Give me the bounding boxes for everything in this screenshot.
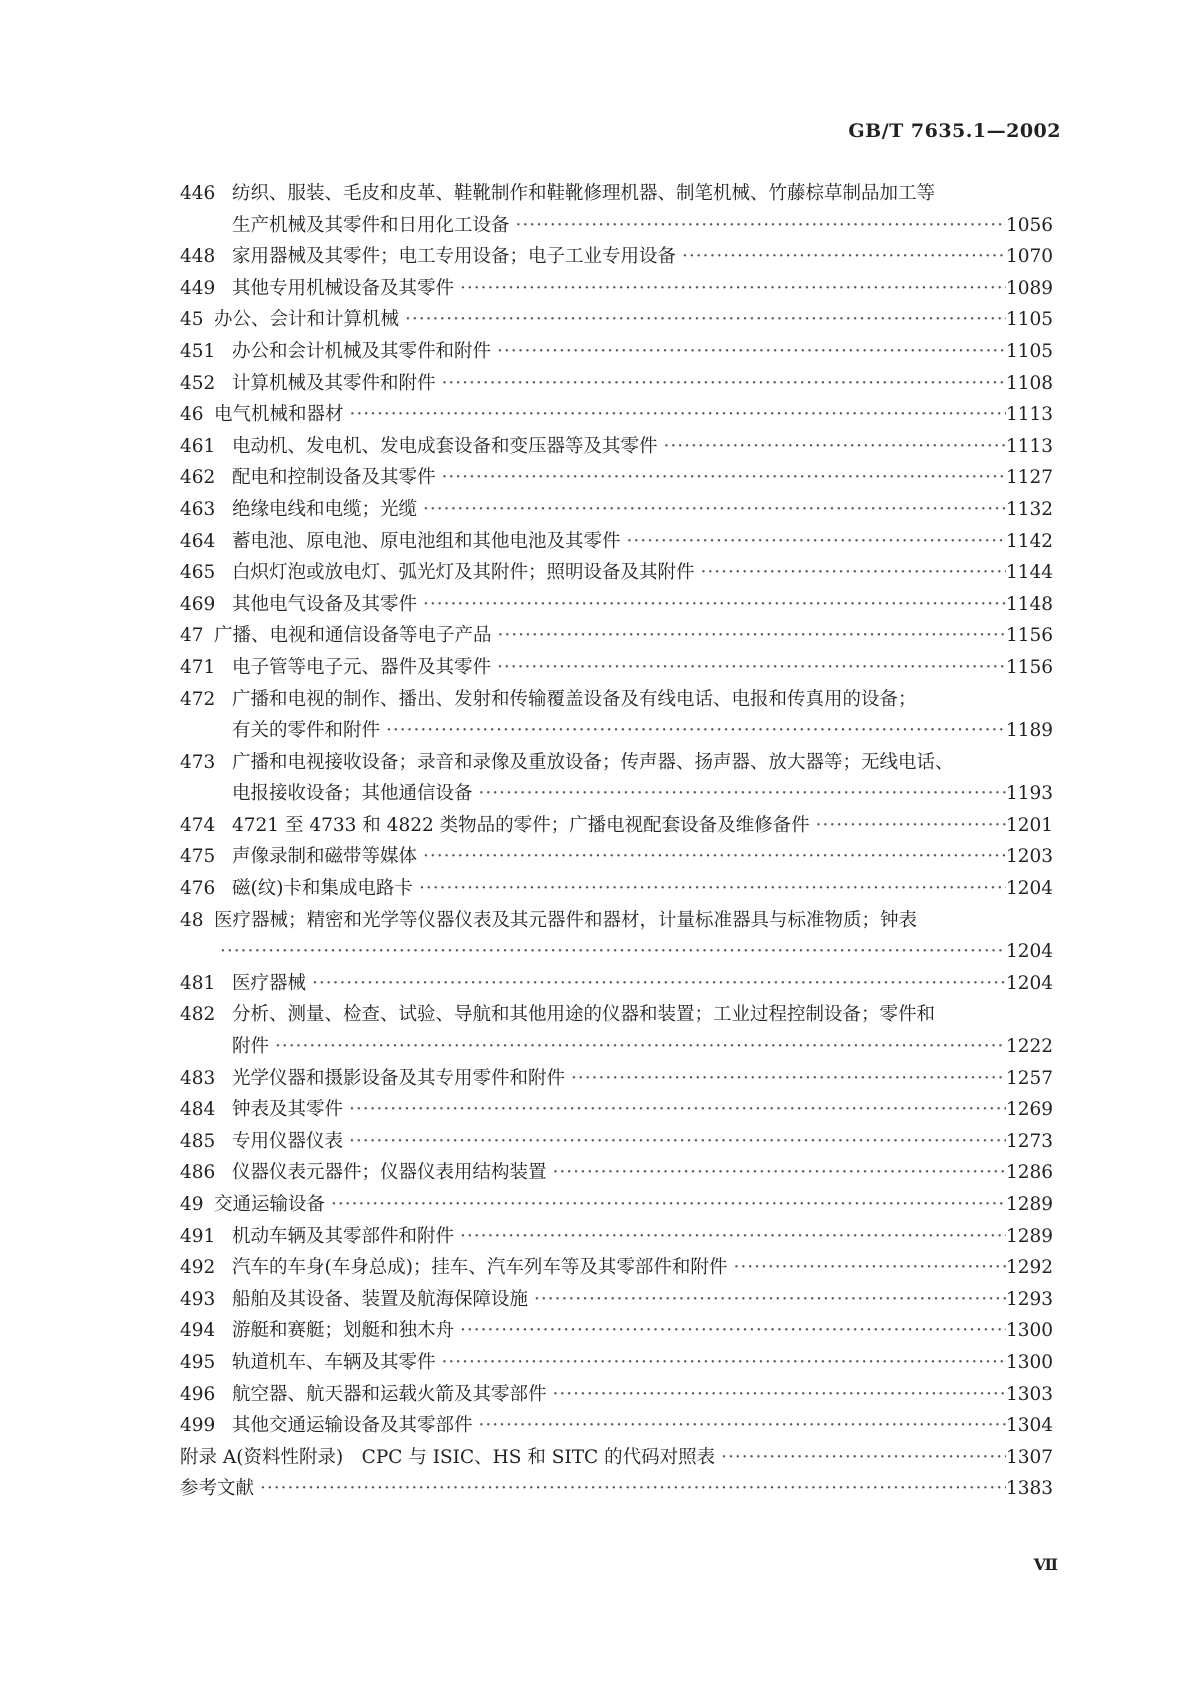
toc-entry-line bbox=[232, 715, 1054, 747]
dot-leader bbox=[269, 1031, 1006, 1063]
toc-entry[interactable] bbox=[180, 652, 1054, 684]
toc-entry-code: 48 bbox=[180, 909, 204, 931]
toc-entry-page-number[interactable]: 1222 bbox=[1006, 1036, 1054, 1058]
toc-entry-code: 473 bbox=[180, 751, 216, 773]
toc-entry[interactable] bbox=[180, 304, 1054, 336]
toc-entry-line bbox=[232, 241, 1054, 273]
toc-entry-code: 496 bbox=[180, 1383, 216, 1405]
toc-entry[interactable] bbox=[180, 494, 1054, 526]
toc-entry-code: 452 bbox=[180, 372, 216, 394]
dot-leader bbox=[399, 304, 1006, 336]
dot-leader bbox=[454, 273, 1006, 305]
toc-entry-title: 参考文献 bbox=[180, 1478, 255, 1500]
toc-entry-code: 492 bbox=[180, 1257, 216, 1279]
toc-entry-code: 482 bbox=[180, 1004, 216, 1026]
toc-entry[interactable] bbox=[180, 431, 1054, 463]
toc-entry[interactable] bbox=[180, 1126, 1054, 1158]
toc-entry-page-number[interactable]: 1056 bbox=[1006, 214, 1054, 236]
toc-entry-line bbox=[214, 1189, 1054, 1221]
toc-entry[interactable] bbox=[180, 873, 1054, 905]
toc-entry[interactable] bbox=[180, 1442, 1054, 1474]
toc-entry-title: 其他专用机械设备及其零件 bbox=[232, 277, 455, 299]
toc-entry-title: 船舶及其设备、装置及航海保障设施 bbox=[232, 1288, 529, 1310]
toc-entry-line bbox=[232, 747, 1050, 779]
toc-entry-page-number[interactable]: 1300 bbox=[1006, 1320, 1054, 1342]
toc-entry-page-number[interactable]: 1257 bbox=[1006, 1067, 1054, 1089]
dot-leader bbox=[727, 1252, 1006, 1284]
toc-entry-page-number[interactable]: 1307 bbox=[1006, 1446, 1054, 1468]
toc-entry-line bbox=[214, 304, 1054, 336]
toc-entry-title: 电报接收设备；其他通信设备 bbox=[232, 783, 473, 805]
toc-entry-page-number[interactable]: 1113 bbox=[1006, 435, 1054, 457]
toc-entry-code: 449 bbox=[180, 277, 216, 299]
toc-entry-title: 电气机械和器材 bbox=[214, 404, 344, 426]
toc-entry[interactable] bbox=[180, 1379, 1054, 1411]
toc-entry-line bbox=[232, 557, 1054, 589]
toc-entry-line bbox=[232, 968, 1054, 1000]
toc-entry-code: 476 bbox=[180, 878, 216, 900]
toc-entry-line bbox=[232, 1094, 1054, 1126]
toc-entry-page-number[interactable]: 1289 bbox=[1006, 1225, 1054, 1247]
toc-entry-title: 办公和会计机械及其零件和附件 bbox=[232, 340, 492, 362]
toc-entry-code: 448 bbox=[180, 246, 216, 268]
dot-leader bbox=[214, 936, 1006, 968]
toc-entry[interactable] bbox=[180, 747, 1054, 810]
dot-leader bbox=[454, 1315, 1006, 1347]
toc-entry-title: 白炽灯泡或放电灯、弧光灯及其附件；照明设备及其附件 bbox=[232, 562, 695, 584]
toc-entry-title: 分析、测量、检查、试验、导航和其他用途的仪器和装置；工业过程控制设备；零件和 bbox=[232, 1004, 936, 1026]
toc-entry-page-number[interactable]: 1144 bbox=[1006, 562, 1054, 584]
toc-entry-code: 465 bbox=[180, 562, 216, 584]
toc-entry-title: 计算机械及其零件和附件 bbox=[232, 372, 436, 394]
toc-entry-code: 461 bbox=[180, 435, 216, 457]
dot-leader bbox=[454, 1221, 1006, 1253]
toc-entry-title: 游艇和赛艇；划艇和独木舟 bbox=[232, 1320, 455, 1342]
toc-entry-code: 469 bbox=[180, 593, 216, 615]
toc-entry[interactable] bbox=[180, 462, 1054, 494]
toc-entry[interactable] bbox=[180, 968, 1054, 1000]
toc-entry-line bbox=[214, 399, 1054, 431]
dot-leader bbox=[676, 241, 1006, 273]
toc-entry-title: 交通运输设备 bbox=[214, 1194, 326, 1215]
toc-entry-line bbox=[232, 778, 1054, 810]
toc-entry-code: 462 bbox=[180, 467, 216, 489]
toc-entry[interactable] bbox=[180, 1315, 1054, 1347]
toc-entry-line bbox=[232, 494, 1054, 526]
toc-entry-title: 蓄电池、原电池、原电池组和其他电池及其零件 bbox=[232, 530, 621, 552]
toc-entry-title: 纺织、服装、毛皮和皮革、鞋靴制作和鞋靴修理机器、制笔机械、竹藤棕草制品加工等 bbox=[232, 183, 936, 204]
toc-entry[interactable] bbox=[180, 399, 1054, 431]
toc-entry[interactable] bbox=[180, 557, 1054, 589]
toc-entry-line bbox=[232, 999, 1050, 1031]
toc-entry-title: 专用仪器仪表 bbox=[232, 1130, 344, 1152]
toc-entry-line bbox=[232, 1252, 1054, 1284]
toc-entry-page-number[interactable]: 1105 bbox=[1006, 340, 1054, 362]
toc-entry-line bbox=[232, 1379, 1054, 1411]
toc-entry[interactable] bbox=[180, 368, 1054, 400]
toc-entry[interactable] bbox=[180, 905, 1054, 968]
toc-entry-page-number[interactable]: 1156 bbox=[1006, 625, 1054, 647]
toc-entry-code: 451 bbox=[180, 340, 216, 362]
toc-entry-title: 附录 A(资料性附录) CPC 与 ISIC、HS 和 SITC 的代码对照表 bbox=[180, 1446, 716, 1468]
toc-entry-title: 医疗器械 bbox=[232, 972, 307, 994]
toc-entry-title: 附件 bbox=[232, 1036, 270, 1058]
toc-entry-page-number[interactable]: 1089 bbox=[1006, 277, 1054, 299]
dot-leader bbox=[473, 1410, 1006, 1442]
toc-entry[interactable] bbox=[180, 1189, 1054, 1221]
toc-entry-title: 磁(纹)卡和集成电路卡 bbox=[232, 878, 413, 900]
dot-leader bbox=[436, 462, 1006, 494]
toc-entry-title: 广播、电视和通信设备等电子产品 bbox=[214, 625, 492, 647]
toc-entry-line bbox=[232, 684, 1050, 716]
dot-leader bbox=[810, 810, 1006, 842]
toc-entry-page-number[interactable]: 1142 bbox=[1006, 530, 1054, 552]
toc-entry-page-number[interactable]: 1113 bbox=[1006, 404, 1054, 426]
toc-entry-line bbox=[232, 589, 1054, 621]
dot-leader bbox=[436, 368, 1006, 400]
toc-entry-page-number[interactable]: 1148 bbox=[1006, 593, 1054, 615]
toc-entry-page-number[interactable]: 1292 bbox=[1006, 1257, 1054, 1279]
toc-entry-line bbox=[232, 368, 1054, 400]
toc-entry-code: 491 bbox=[180, 1225, 216, 1247]
dot-leader bbox=[343, 1094, 1006, 1126]
toc-entry-page-number[interactable]: 1300 bbox=[1006, 1351, 1054, 1373]
toc-entry-line bbox=[214, 905, 1050, 937]
toc-entry-code: 46 bbox=[180, 404, 204, 426]
toc-entry-code: 495 bbox=[180, 1351, 216, 1373]
toc-entry[interactable] bbox=[180, 1063, 1054, 1095]
toc-entry[interactable] bbox=[180, 178, 1054, 241]
toc-entry[interactable] bbox=[180, 1347, 1054, 1379]
toc-entry-code: 483 bbox=[180, 1067, 216, 1089]
toc-entry-code: 485 bbox=[180, 1130, 216, 1152]
dot-leader bbox=[565, 1063, 1006, 1095]
toc-entry-code: 471 bbox=[180, 656, 216, 678]
dot-leader bbox=[695, 557, 1006, 589]
dot-leader bbox=[492, 620, 1006, 652]
toc-entry[interactable] bbox=[180, 273, 1054, 305]
toc-entry-code: 499 bbox=[180, 1415, 216, 1437]
toc-entry-title: 有关的零件和附件 bbox=[232, 720, 381, 742]
toc-entry-page-number[interactable]: 1105 bbox=[1006, 309, 1054, 331]
toc-entry-title: 绝缘电线和电缆；光缆 bbox=[232, 498, 418, 520]
toc-entry-code: 494 bbox=[180, 1320, 216, 1342]
toc-entry-line bbox=[232, 1157, 1054, 1189]
dot-leader bbox=[715, 1442, 1006, 1474]
toc-entry-line bbox=[232, 273, 1054, 305]
dot-leader bbox=[510, 210, 1006, 242]
toc-entry-line bbox=[180, 1473, 1054, 1505]
toc-entry-page-number[interactable]: 1204 bbox=[1006, 972, 1054, 994]
toc-entry-title: 电动机、发电机、发电成套设备和变压器等及其零件 bbox=[232, 435, 658, 457]
toc-entry-code: 45 bbox=[180, 309, 204, 331]
toc-entry-code: 493 bbox=[180, 1288, 216, 1310]
toc-entry-page-number[interactable]: 1303 bbox=[1006, 1383, 1054, 1405]
toc-entry[interactable] bbox=[180, 589, 1054, 621]
toc-entry-line bbox=[232, 462, 1054, 494]
toc-entry-line bbox=[232, 526, 1054, 558]
toc-entry-line bbox=[232, 178, 1050, 210]
dot-leader bbox=[343, 1126, 1006, 1158]
toc-entry[interactable] bbox=[180, 999, 1054, 1062]
toc-entry-line bbox=[232, 336, 1054, 368]
toc-entry-line bbox=[232, 652, 1054, 684]
toc-entry[interactable] bbox=[180, 684, 1054, 747]
toc-entry-title: 轨道机车、车辆及其零件 bbox=[232, 1351, 436, 1373]
toc-entry-line bbox=[232, 210, 1054, 242]
toc-entry-title: 广播和电视接收设备；录音和录像及重放设备；传声器、扬声器、放大器等；无线电话、 bbox=[232, 751, 954, 773]
toc-entry-title: 航空器、航天器和运载火箭及其零部件 bbox=[232, 1383, 547, 1405]
toc-entry-page-number[interactable]: 1189 bbox=[1006, 720, 1054, 742]
toc-entry-code: 464 bbox=[180, 530, 216, 552]
toc-entry-title: 生产机械及其零件和日用化工设备 bbox=[232, 214, 510, 236]
toc-entry-code: 472 bbox=[180, 688, 216, 710]
toc-entry[interactable] bbox=[180, 1284, 1054, 1316]
toc-entry-title: 机动车辆及其零部件和附件 bbox=[232, 1225, 455, 1247]
toc-entry-line bbox=[232, 1126, 1054, 1158]
toc-entry-code: 475 bbox=[180, 846, 216, 868]
toc-entry-title: 声像录制和磁带等媒体 bbox=[232, 846, 418, 868]
toc-entry-title: 医疗器械；精密和光学等仪器仪表及其元器件和器材，计量标准器具与标准物质；钟表 bbox=[214, 909, 918, 931]
toc-entry-page-number[interactable]: 1204 bbox=[1006, 941, 1054, 963]
toc-entry-title: 钟表及其零件 bbox=[232, 1099, 344, 1121]
toc-entry-page-number[interactable]: 1193 bbox=[1006, 783, 1054, 805]
toc-entry-line bbox=[214, 620, 1054, 652]
toc-entry-title: 其他电气设备及其零件 bbox=[232, 593, 418, 615]
dot-leader bbox=[254, 1473, 1006, 1505]
toc-entry-line bbox=[232, 1410, 1054, 1442]
toc-entry-page-number[interactable]: 1269 bbox=[1006, 1099, 1054, 1121]
table-of-contents bbox=[180, 178, 1054, 1505]
toc-entry-title: 家用器械及其零件；电工专用设备；电子工业专用设备 bbox=[232, 246, 677, 268]
toc-entry-title: 办公、会计和计算机械 bbox=[214, 309, 400, 331]
toc-entry[interactable] bbox=[180, 1473, 1054, 1505]
dot-leader bbox=[528, 1284, 1006, 1316]
toc-entry[interactable] bbox=[180, 1094, 1054, 1126]
toc-entry-page-number[interactable]: 1383 bbox=[1006, 1478, 1054, 1500]
toc-entry[interactable] bbox=[180, 1410, 1054, 1442]
dot-leader bbox=[306, 968, 1006, 1000]
dot-leader bbox=[325, 1189, 1006, 1221]
dot-leader bbox=[621, 526, 1006, 558]
toc-entry[interactable] bbox=[180, 1221, 1054, 1253]
toc-entry[interactable] bbox=[180, 841, 1054, 873]
toc-entry-page-number[interactable]: 1132 bbox=[1006, 498, 1054, 520]
dot-leader bbox=[658, 431, 1006, 463]
page-folio: Ⅶ bbox=[1033, 1555, 1058, 1574]
dot-leader bbox=[547, 1157, 1006, 1189]
toc-entry-title: 仪器仪表元器件；仪器仪表用结构装置 bbox=[232, 1162, 547, 1184]
toc-entry[interactable] bbox=[180, 810, 1054, 842]
toc-entry-page-number[interactable]: 1070 bbox=[1006, 246, 1054, 268]
toc-entry-code: 481 bbox=[180, 972, 216, 994]
toc-entry[interactable] bbox=[180, 620, 1054, 652]
toc-entry-line bbox=[232, 810, 1054, 842]
toc-entry-page-number[interactable]: 1304 bbox=[1006, 1415, 1054, 1437]
toc-entry-code: 486 bbox=[180, 1162, 216, 1184]
toc-entry-title: 其他交通运输设备及其零部件 bbox=[232, 1415, 473, 1437]
toc-entry[interactable] bbox=[180, 336, 1054, 368]
toc-entry-code: 446 bbox=[180, 183, 216, 204]
toc-entry-code: 463 bbox=[180, 498, 216, 520]
dot-leader bbox=[436, 1347, 1006, 1379]
dot-leader bbox=[473, 778, 1006, 810]
toc-entry-line bbox=[232, 873, 1054, 905]
toc-entry-line bbox=[180, 1442, 1054, 1474]
toc-entry-title: 4721 至 4733 和 4822 类物品的零件；广播电视配套设备及维修备件 bbox=[232, 814, 810, 836]
toc-entry-line bbox=[232, 1031, 1054, 1063]
dot-leader bbox=[413, 873, 1006, 905]
toc-entry-page-number[interactable]: 1127 bbox=[1006, 467, 1054, 489]
toc-entry-page-number[interactable]: 1108 bbox=[1006, 372, 1054, 394]
standard-number: GB/T 7635.1—2002 bbox=[848, 120, 1061, 142]
dot-leader bbox=[547, 1379, 1006, 1411]
toc-entry-line bbox=[232, 431, 1054, 463]
toc-entry-line bbox=[232, 1315, 1054, 1347]
toc-entry-code: 49 bbox=[180, 1194, 204, 1215]
toc-entry-line bbox=[232, 1284, 1054, 1316]
toc-entry-title: 光学仪器和摄影设备及其专用零件和附件 bbox=[232, 1067, 566, 1089]
toc-entry-code: 47 bbox=[180, 625, 204, 647]
toc-entry-code: 474 bbox=[180, 814, 216, 836]
dot-leader bbox=[417, 589, 1006, 621]
toc-entry-page-number[interactable]: 1203 bbox=[1006, 846, 1054, 868]
toc-entry-code: 484 bbox=[180, 1099, 216, 1121]
dot-leader bbox=[344, 399, 1006, 431]
dot-leader bbox=[417, 841, 1006, 873]
toc-entry-page-number[interactable]: 1156 bbox=[1006, 656, 1054, 678]
toc-entry-page-number[interactable]: 1286 bbox=[1006, 1162, 1054, 1184]
toc-entry-title: 电子管等电子元、器件及其零件 bbox=[232, 656, 492, 678]
toc-entry-page-number[interactable]: 1204 bbox=[1006, 878, 1054, 900]
toc-entry-page-number[interactable]: 1273 bbox=[1006, 1130, 1054, 1152]
toc-entry[interactable] bbox=[180, 241, 1054, 273]
dot-leader bbox=[380, 715, 1006, 747]
toc-entry-line bbox=[214, 936, 1054, 968]
dot-leader bbox=[491, 336, 1006, 368]
toc-entry-title: 广播和电视的制作、播出、发射和传输覆盖设备及有线电话、电报和传真用的设备； bbox=[232, 688, 917, 710]
toc-entry-title: 汽车的车身(车身总成)；挂车、汽车列车等及其零部件和附件 bbox=[232, 1257, 728, 1279]
toc-entry-page-number[interactable]: 1201 bbox=[1006, 814, 1054, 836]
toc-entry-line bbox=[232, 1347, 1054, 1379]
dot-leader bbox=[417, 494, 1006, 526]
toc-entry-line bbox=[232, 1063, 1054, 1095]
toc-entry[interactable] bbox=[180, 1252, 1054, 1284]
toc-entry[interactable] bbox=[180, 1157, 1054, 1189]
toc-entry-title: 配电和控制设备及其零件 bbox=[232, 467, 436, 489]
toc-entry-page-number[interactable]: 1293 bbox=[1006, 1288, 1054, 1310]
toc-entry-line bbox=[232, 1221, 1054, 1253]
toc-entry-page-number[interactable]: 1289 bbox=[1006, 1194, 1054, 1215]
toc-entry-line bbox=[232, 841, 1054, 873]
toc-entry[interactable] bbox=[180, 526, 1054, 558]
dot-leader bbox=[491, 652, 1006, 684]
